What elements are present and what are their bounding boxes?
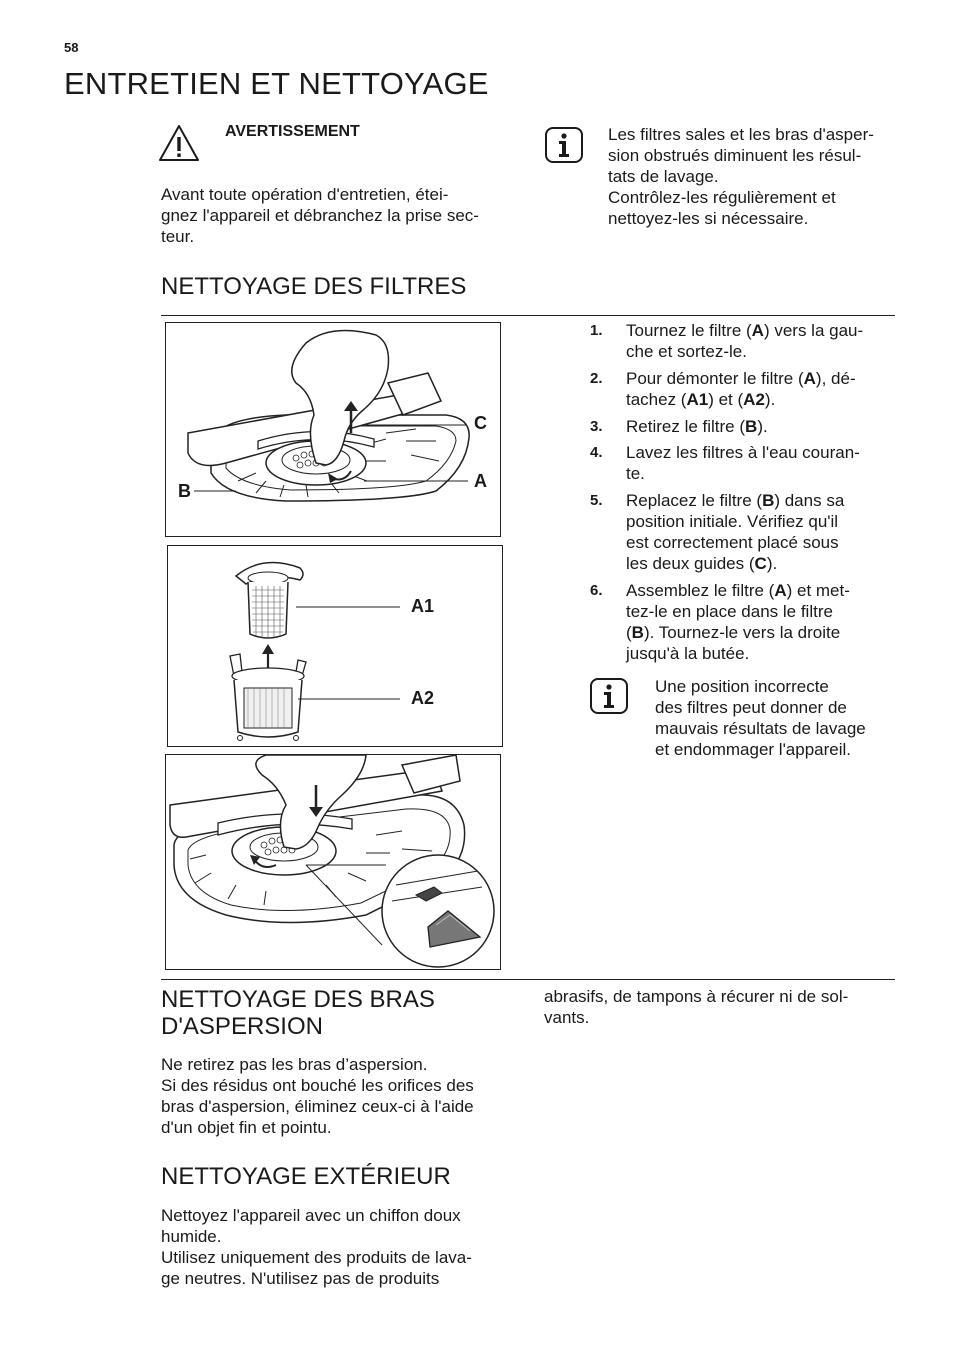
step-number: 1. [590,322,603,339]
text-line: tats de lavage. [608,167,719,186]
label-b: B [178,481,191,501]
text-line: des filtres peut donner de [655,698,847,717]
text-line: abrasifs, de tampons à récurer ni de sol- [544,987,849,1006]
section-divider [161,979,895,980]
step-number: 2. [590,370,603,387]
figure-filter-removal [165,322,501,537]
exterior-text-continued [544,986,848,1028]
text-line: Une position incorrecte [655,677,829,696]
section-heading-spray-arms [161,986,435,1040]
text-line: tez-le en place dans le filtre [626,602,833,621]
text-line: d'un objet fin et pointu. [161,1118,332,1137]
label-a1: A1 [411,596,435,616]
text-line: humide. [161,1227,222,1246]
info-icon [545,127,583,163]
figure-filter-parts [167,545,503,747]
text-line: vants. [544,1008,590,1027]
text-line: Ne retirez pas les bras d’aspersion. [161,1055,428,1074]
info-icon [590,678,628,714]
filter-reinsert-illustration [166,755,500,969]
text-line: bras d'aspersion, éliminez ceux-ci à l'aide [161,1097,474,1116]
filter-removal-illustration [166,323,500,536]
label-c: C [474,413,487,433]
text-line: che et sortez-le. [626,342,747,361]
step-number: 4. [590,444,603,461]
warning-title: AVERTISSEMENT [225,123,360,140]
heading-line: D'ASPERSION [161,1013,323,1040]
text-line: est correctement placé sous [626,533,839,552]
exterior-text [161,1205,472,1289]
text-line: Avant toute opération d'entretien, étei- [161,185,449,204]
figure-filter-reinsert [165,754,501,970]
label-a: A [474,471,487,491]
section-heading-exterior: NETTOYAGE EXTÉRIEUR [161,1163,451,1190]
page-title: ENTRETIEN ET NETTOYAGE [64,66,489,101]
section-heading-filters: NETTOYAGE DES FILTRES [161,273,467,300]
text-line: te. [626,464,645,483]
step-number: 3. [590,418,603,435]
page-number: 58 [64,40,79,55]
heading-line: NETTOYAGE DES BRAS [161,986,435,1013]
text-line: Nettoyez l'appareil avec un chiffon doux [161,1206,461,1225]
text-line: Contrôlez-les régulièrement et [608,188,836,207]
warning-text [161,184,479,247]
step-number: 6. [590,582,603,599]
text-line: Lavez les filtres à l'eau couran- [626,443,860,462]
text-line: ge neutres. N'utilisez pas de produits [161,1269,440,1288]
label-a2: A2 [411,688,435,708]
text-line: Utilisez uniquement des produits de lava- [161,1248,472,1267]
spray-arms-text [161,1054,474,1138]
text-line: jusqu'à la butée. [626,644,750,663]
text-line: position initiale. Vérifiez qu'il [626,512,839,531]
step-number: 5. [590,492,603,509]
warning-triangle-icon [158,124,200,162]
info-text-top [608,124,874,229]
text-line: mauvais résultats de lavage [655,719,866,738]
text-line: sion obstrués diminuent les résul- [608,146,862,165]
text-line: Si des résidus ont bouché les orifices des [161,1076,474,1095]
text-line: Les filtres sales et les bras d'asper- [608,125,874,144]
info-note-text [655,676,866,760]
text-line: teur. [161,227,195,246]
text-line: nettoyez-les si nécessaire. [608,209,809,228]
text-line: et endommager l'appareil. [655,740,852,759]
text-line: gnez l'appareil et débranchez la prise sec- [161,206,479,225]
filter-parts-illustration [168,546,502,746]
section-divider [161,315,895,316]
